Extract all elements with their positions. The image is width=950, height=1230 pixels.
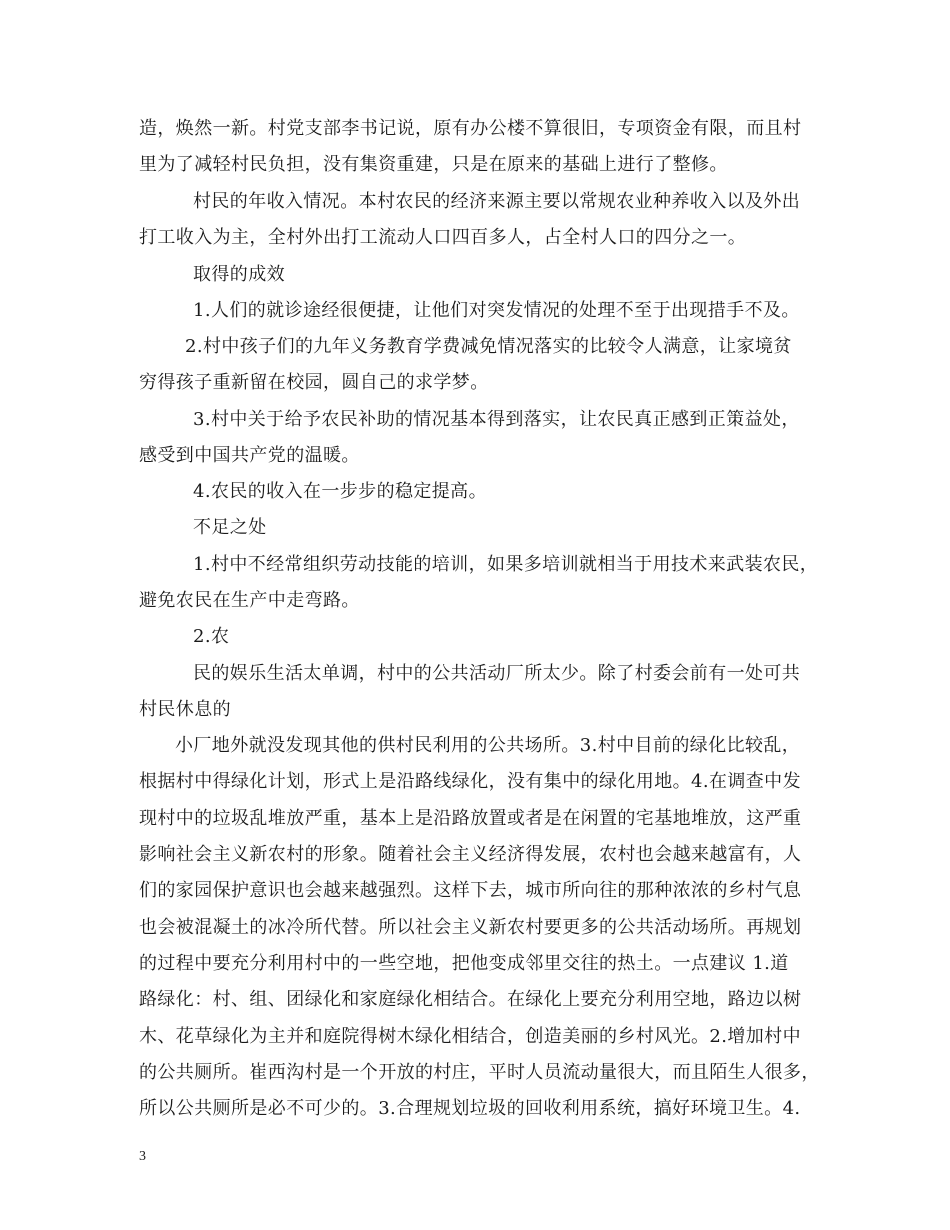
text-line: 4.农民的收入在一步步的稳定提高。 [193, 481, 487, 502]
text-line: 打工收入为主，全村外出打工流动人口四百多人，占全村人口的四分之一。 [139, 227, 747, 248]
text-line: 避免农民在生产中走弯路。 [139, 590, 360, 611]
text-line: 1.村中不经常组织劳动技能的培训，如果多培训就相当于用技术来武装农民， [193, 554, 819, 575]
text-line: 里为了减轻村民负担，没有集资重建，只是在原来的基础上进行了整修。 [139, 154, 728, 175]
text-line: 们的家园保护意识也会越来越强烈。这样下去，城市所向往的那种浓浓的乡村气息 [139, 880, 802, 901]
text-line: 感受到中国共产党的温暖。 [139, 445, 360, 466]
text-line: 3.村中关于给予农民补助的情况基本得到落实，让农民真正感到正策益处， [193, 409, 800, 430]
section-heading: 不足之处 [193, 517, 267, 538]
text-line: 影响社会主义新农村的形象。随着社会主义经济得发展，农村也会越来越富有，人 [139, 844, 802, 865]
text-line: 民的娱乐生活太单调，村中的公共活动厂所太少。除了村委会前有一处可共 [193, 663, 801, 684]
page-number: 3 [139, 1149, 146, 1164]
text-line: 2.村中孩子们的九年义务教育学费减免情况落实的比较令人满意，让家境贫 [185, 336, 792, 357]
text-line: 村民的年收入情况。本村农民的经济来源主要以常规农业种养收入以及外出 [193, 191, 801, 212]
text-line: 的过程中要充分利用村中的一些空地，把他变成邻里交往的热土。一点建议 1.道 [139, 953, 789, 974]
text-line: 穷得孩子重新留在校园，圆自己的求学梦。 [139, 372, 489, 393]
text-line: 2.农 [193, 626, 230, 647]
text-line: 所以公共厕所是必不可少的。3.合理规划垃圾的回收利用系统，搞好环境卫生。4. [139, 1098, 801, 1119]
text-line: 1.人们的就诊途经很便捷，让他们对突发情况的处理不至于出现措手不及。 [193, 300, 800, 321]
section-heading: 取得的成效 [193, 264, 285, 285]
text-line: 路绿化：村、组、团绿化和家庭绿化相结合。在绿化上要充分利用空地，路边以树 [139, 989, 802, 1010]
text-line: 造，焕然一新。村党支部李书记说，原有办公楼不算很旧，专项资金有限，而且村 [139, 118, 802, 139]
text-line: 现村中的垃圾乱堆放严重，基本上是沿路放置或者是在闲置的宅基地堆放，这严重 [139, 808, 802, 829]
text-line: 村民休息的 [139, 699, 231, 720]
text-line: 小厂地外就没发现其他的供村民利用的公共场所。3.村中目前的绿化比较乱， [175, 735, 801, 756]
text-line: 也会被混凝土的冰冷所代替。所以社会主义新农村要更多的公共活动场所。再规划 [139, 917, 802, 938]
text-line: 根据村中得绿化计划，形式上是沿路线绿化，没有集中的绿化用地。4.在调查中发 [139, 771, 801, 792]
text-line: 木、花草绿化为主并和庭院得树木绿化相结合，创造美丽的乡村风光。2.增加村中 [139, 1026, 801, 1047]
text-line: 的公共厕所。崔西沟村是一个开放的村庄，平时人员流动量很大，而且陌生人很多， [139, 1062, 820, 1083]
